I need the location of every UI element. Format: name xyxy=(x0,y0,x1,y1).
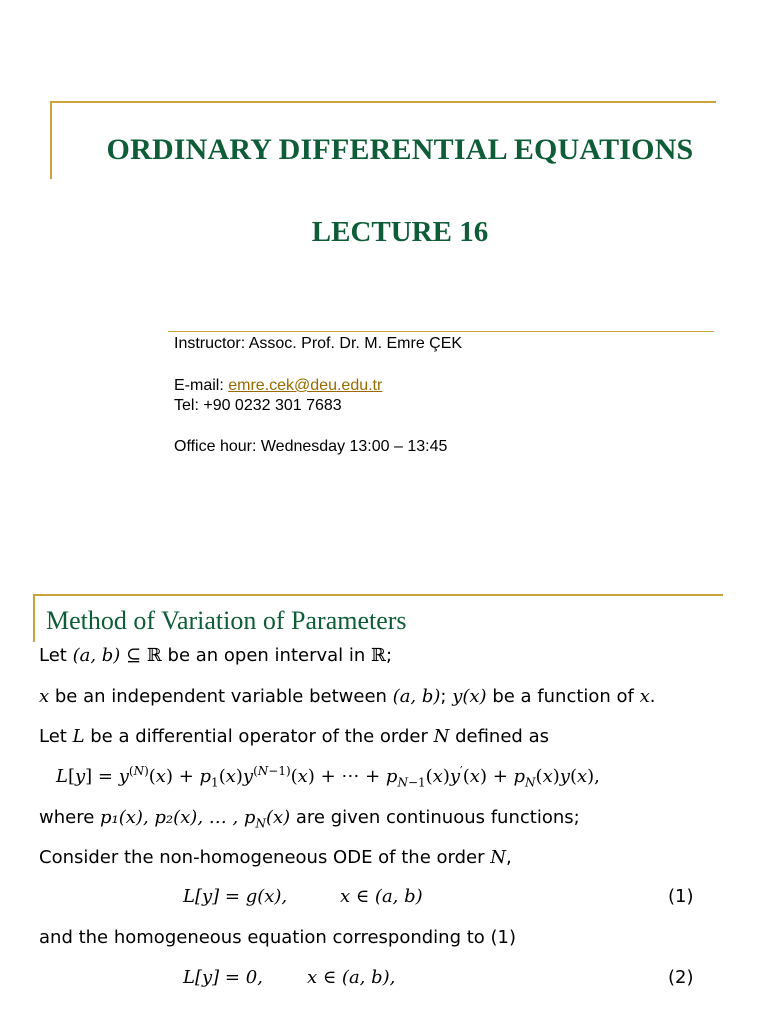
math-y-of-x: y(x) xyxy=(452,686,487,707)
equation-2-number: (2) xyxy=(668,967,694,988)
text: be an open interval in xyxy=(161,645,372,666)
equation-2-lhs: L[y] = 0, xyxy=(183,967,263,988)
math-of-x: (x) xyxy=(265,807,291,828)
math-subset-reals: ⊆ ℝ xyxy=(120,645,162,666)
text-line-coefficients xyxy=(39,807,580,831)
text: ; xyxy=(386,645,393,666)
operator-equation: $L[y] = y^{(N)}(x) + p_1(x)y^{(N-1)}(x)$ + ⋯ + $p_{N-1}(x)y'(x) + p_N(x)y(x)$, xyxy=(56,764,600,790)
math-subscript-N: N xyxy=(255,816,266,831)
email-line xyxy=(174,376,382,395)
text: be an independent variable between xyxy=(49,686,393,707)
text-line-operator xyxy=(39,726,549,747)
text-line-homogeneous: and the homogeneous equation corresponding to (1) xyxy=(39,927,517,948)
math-x: x xyxy=(639,686,650,707)
instructor-line: Instructor: Assoc. Prof. Dr. M. Emre ÇEK xyxy=(174,335,463,352)
text-line-variable xyxy=(39,686,656,707)
office-hour-line: Office hour: Wednesday 13:00 – 13:45 xyxy=(174,438,448,455)
math-x: x xyxy=(39,686,50,707)
equation-1-domain: x ∈ (a, b) xyxy=(340,886,423,907)
text: defined as xyxy=(449,726,549,747)
text: Let xyxy=(39,645,73,666)
math-interval: (a, b) xyxy=(72,645,121,666)
math-reals: ℝ xyxy=(371,645,387,666)
email-link[interactable]: emre.cek@deu.edu.tr xyxy=(228,377,383,394)
text: , xyxy=(505,847,512,868)
math-N: N xyxy=(433,726,450,747)
math-N: N xyxy=(490,847,506,868)
equation-1-number: (1) xyxy=(668,886,694,907)
text: ; xyxy=(440,686,453,707)
equation-2-domain: x ∈ (a, b), xyxy=(307,967,396,988)
text: are given continuous functions; xyxy=(290,807,580,828)
text-line-nonhomogeneous xyxy=(39,847,512,868)
info-top-rule xyxy=(168,331,714,332)
lecture-number: LECTURE 16 xyxy=(311,216,489,248)
text: . xyxy=(649,686,656,707)
title-top-rule xyxy=(50,101,716,103)
heading-left-rule xyxy=(33,594,35,642)
lecture-title: ORDINARY DIFFERENTIAL EQUATIONS xyxy=(106,133,694,166)
email-label: E-mail: xyxy=(174,377,229,394)
math-L: L xyxy=(72,726,85,747)
text: where xyxy=(39,807,101,828)
text-line-interval xyxy=(39,645,392,666)
section-heading: Method of Variation of Parameters xyxy=(46,606,407,635)
tel-line: Tel: +90 0232 301 7683 xyxy=(174,397,342,414)
math-interval: (a, b) xyxy=(392,686,441,707)
text: Let xyxy=(39,726,73,747)
equation-1-lhs: L[y] = g(x), xyxy=(183,886,288,907)
math-coefficients: p₁(x), p₂(x), … , p xyxy=(100,807,256,828)
text: Consider the non-homogeneous ODE of the order xyxy=(39,847,491,868)
heading-top-rule xyxy=(33,594,723,596)
text: be a function of xyxy=(486,686,640,707)
text: be a differential operator of the order xyxy=(84,726,434,747)
